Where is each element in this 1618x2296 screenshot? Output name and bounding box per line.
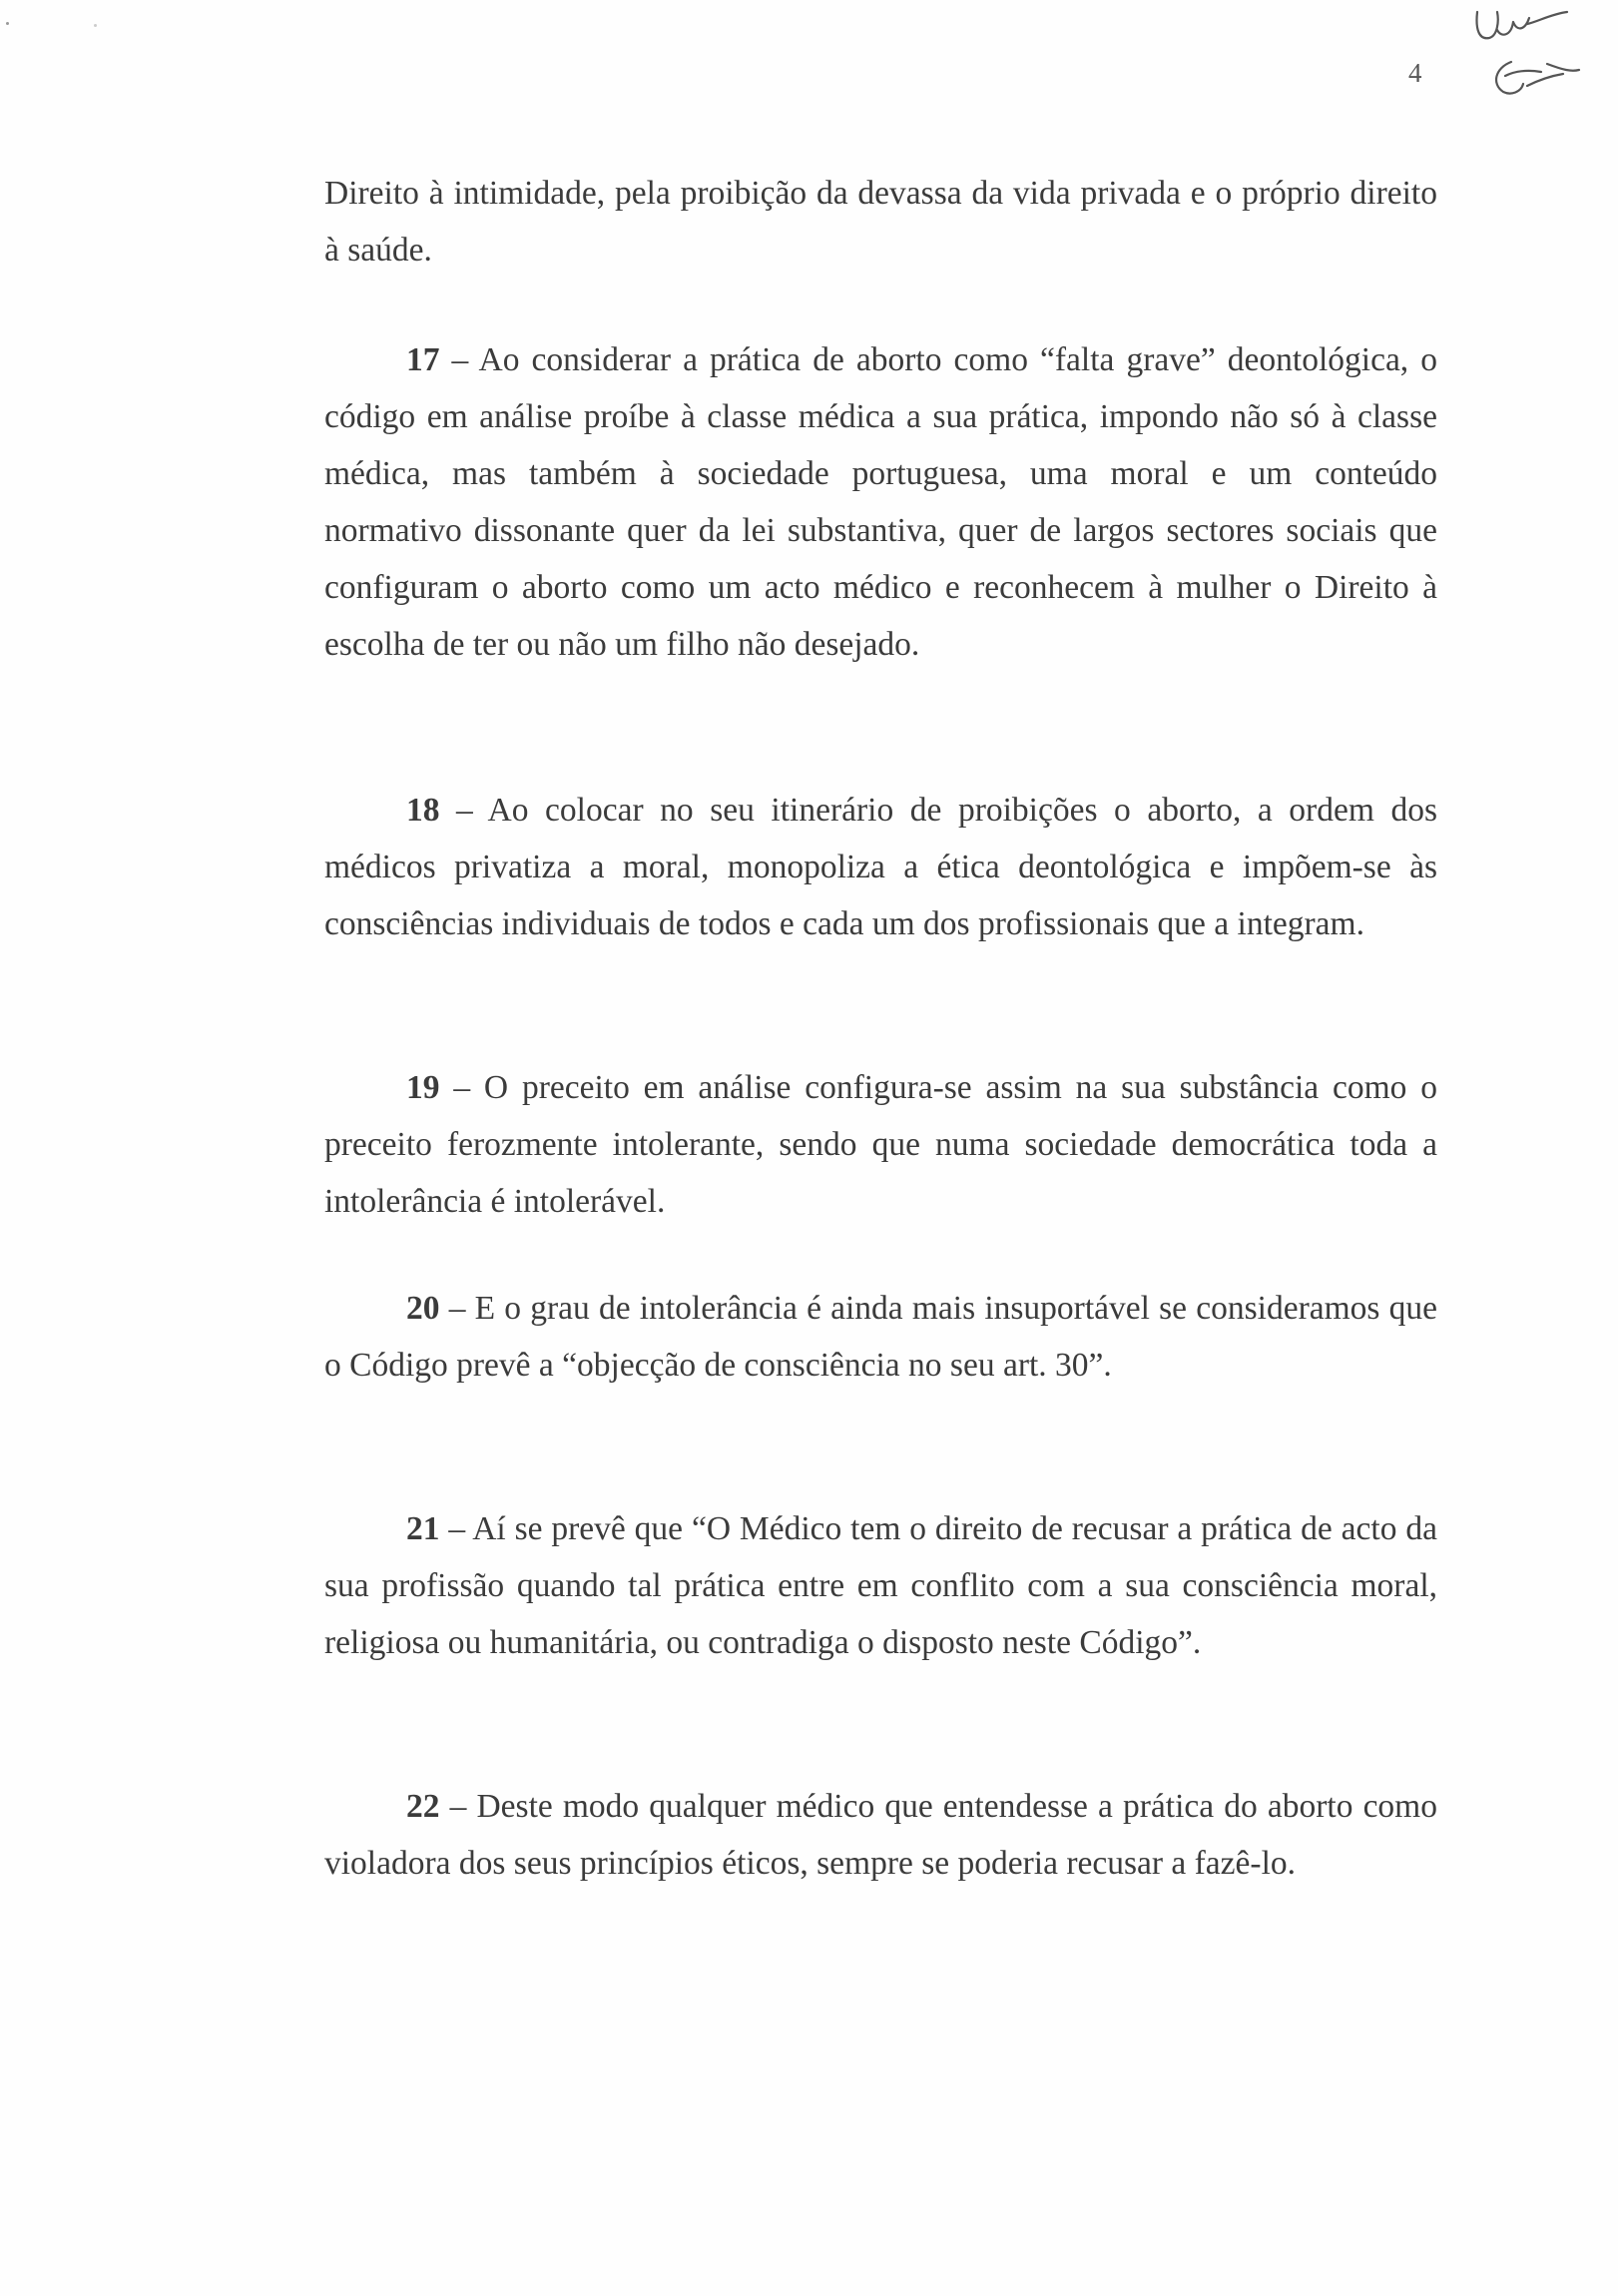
paragraph-number: 19 — [406, 1069, 440, 1106]
paragraph-20 — [324, 1280, 1437, 1394]
paragraph-21 — [324, 1500, 1437, 1671]
paragraph-text: – Deste modo qualquer médico que entendesse a prática do aborto como violadora dos seus princípios éticos, sempre se poderia recusar a fazê-lo. — [324, 1788, 1437, 1882]
paragraph-text: – Ao considerar a prática de aborto como “falta grave” deontológica, o código em análise proíbe à classe médica a sua prática, impondo não só à classe médica, mas também à sociedade portuguesa, uma moral e um conteúdo normativo dissonante quer da lei substantiva, quer de largos sectores sociais que configuram o aborto como um acto médico e reconhecem à mulher o Direito à escolha de ter ou não um filho não desejado. — [324, 341, 1437, 663]
paragraph-text: – O preceito em análise configura-se assim na sua substância como o preceito ferozmente intolerante, sendo que numa sociedade democrática toda a intolerância é intolerável. — [324, 1069, 1437, 1220]
page-number: 4 — [1408, 58, 1422, 88]
paragraph-number: 17 — [406, 341, 440, 378]
paragraph-number: 18 — [406, 792, 440, 829]
paragraph-number: 22 — [406, 1788, 440, 1825]
paragraph-18 — [324, 782, 1437, 952]
scan-speck — [6, 22, 9, 25]
paragraph-number: 20 — [406, 1290, 440, 1327]
paragraph-22 — [324, 1778, 1437, 1892]
paragraph-number: 21 — [406, 1510, 440, 1547]
scan-speck — [94, 24, 97, 27]
paragraph-text: – Aí se prevê que “O Médico tem o direito de recusar a prática de acto da sua profissão quando tal prática entre em conflito com a sua consciência moral, religiosa ou humanitária, ou contradiga o disposto neste Código”. — [324, 1510, 1437, 1661]
paragraph-16-continuation — [324, 165, 1437, 279]
paragraph-text: – Ao colocar no seu itinerário de proibições o aborto, a ordem dos médicos privatiza a moral, monopoliza a ética deontológica e impõem-se às consciências individuais de todos e cada um dos profissionais que a integram. — [324, 792, 1437, 942]
paragraph-19 — [324, 1059, 1437, 1230]
paragraph-17 — [324, 331, 1437, 673]
handwritten-initials — [1467, 0, 1607, 115]
paragraph-text: Direito à intimidade, pela proibição da devassa da vida privada e o próprio direito à saúde. — [324, 175, 1437, 269]
paragraph-text: – E o grau de intolerância é ainda mais insuportável se consideramos que o Código prevê a “objecção de consciência no seu art. 30”. — [324, 1290, 1437, 1384]
